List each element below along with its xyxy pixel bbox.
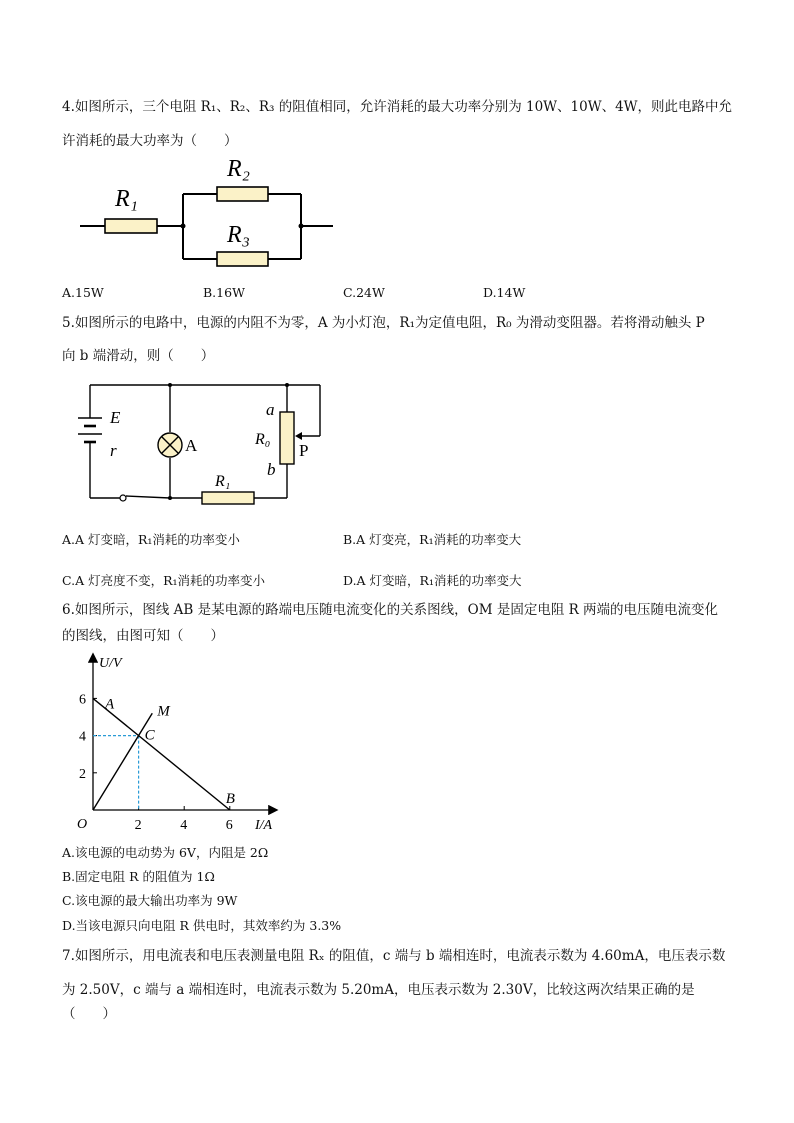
q5-option-c: C.A 灯亮度不变，R₁消耗的功率变小: [62, 573, 266, 588]
q5-option-a: A.A 灯变暗，R₁消耗的功率变小: [62, 532, 240, 547]
point-label-m: M: [157, 703, 170, 720]
q5-option-b: B.A 灯变亮，R₁消耗的功率变大: [343, 532, 522, 547]
q7-stem-line2: 为 2.50V，c 端与 a 端相连时，电流表示数为 5.20mA，电压表示数为 2.30V，比较这两次结果正确的是: [62, 982, 695, 998]
q5-label-r0: R₀: [255, 431, 271, 448]
q4-label-r3: R₃: [227, 222, 251, 248]
q7-stem-line3: （ ）: [62, 1006, 116, 1022]
q5-label-r: r: [110, 441, 117, 460]
q5-label-p: P: [299, 441, 309, 460]
q5-circuit-diagram: [62, 375, 337, 510]
q5-label-lamp: A: [185, 436, 198, 455]
q5-label-b: b: [267, 460, 276, 479]
q5-stem-line2: 向 b 端滑动，则（ ）: [62, 348, 215, 364]
q4-stem-line2: 许消耗的最大功率为（ ）: [62, 133, 238, 149]
q4-option-c: C.24W: [343, 285, 385, 300]
q6-option-b: B.固定电阻 R 的阻值为 1Ω: [62, 869, 215, 884]
q6-stem-line1: 6.如图所示，图线 AB 是某电源的路端电压随电流变化的关系图线，OM 是固定电阻 R 两端的电压随电流变化: [62, 602, 719, 618]
point-label-a: A: [105, 696, 115, 713]
origin-label: O: [77, 817, 88, 832]
q6-option-d: D.当该电源只向电阻 R 供电时，其效率约为 3.3%: [62, 918, 342, 933]
q4-resistor-r3: [217, 252, 268, 266]
x-tick-label: 4: [180, 818, 188, 833]
q5-resistor-r1: [202, 492, 254, 504]
q5-option-d: D.A 灯变暗，R₁消耗的功率变大: [343, 573, 522, 588]
point-label-b: B: [225, 791, 235, 807]
q5-lamp: [158, 433, 182, 457]
y-tick-label: 4: [79, 729, 86, 745]
q4-circuit-diagram: [75, 152, 340, 274]
q5-label-r1: R₁: [215, 473, 231, 490]
y-tick-label: 6: [79, 692, 86, 708]
q5-rheostat-r0: [280, 412, 294, 464]
q4-option-b: B.16W: [203, 285, 245, 300]
point-label-c: C: [144, 727, 155, 744]
x-axis-label: I/A: [255, 818, 273, 833]
q5-switch: [120, 495, 126, 501]
q5-label-a: a: [266, 400, 275, 419]
q6-option-a: A.该电源的电动势为 6V，内阻是 2Ω: [62, 845, 269, 860]
q4-label-r2: R₂: [227, 156, 251, 182]
q4-stem-line1: 4.如图所示，三个电阻 R₁、R₂、R₃ 的阻值相同，允许消耗的最大功率分别为 10W、10W、4W，则此电路中允: [62, 99, 733, 115]
q5-label-e: E: [110, 408, 121, 427]
q7-stem-line1: 7.如图所示，用电流表和电压表测量电阻 Rₓ 的阻值，c 端与 b 端相连时，电流表示数为 4.60mA，电压表示数: [62, 948, 726, 964]
y-axis-label: U/V: [99, 656, 122, 671]
q5-stem-line1: 5.如图所示的电路中，电源的内阻不为零，A 为小灯泡，R₁为定值电阻，R₀ 为滑动变阻器。若将滑动触头 P: [62, 315, 705, 331]
q4-option-a: A.15W: [62, 285, 104, 300]
x-tick-label: 6: [225, 818, 233, 833]
q4-resistor-r2: [217, 187, 268, 201]
q4-label-r1: R₁: [115, 186, 139, 212]
q6-option-c: C.该电源的最大输出功率为 9W: [62, 893, 238, 908]
y-tick-label: 2: [79, 766, 86, 782]
q4-resistor-r1: [105, 219, 157, 233]
x-tick-label: 2: [134, 818, 142, 833]
q6-ui-graph: [62, 648, 287, 838]
q6-stem-line2: 的图线，由图可知（ ）: [62, 628, 224, 644]
q4-option-d: D.14W: [483, 285, 526, 300]
series-line-om: [93, 713, 152, 810]
